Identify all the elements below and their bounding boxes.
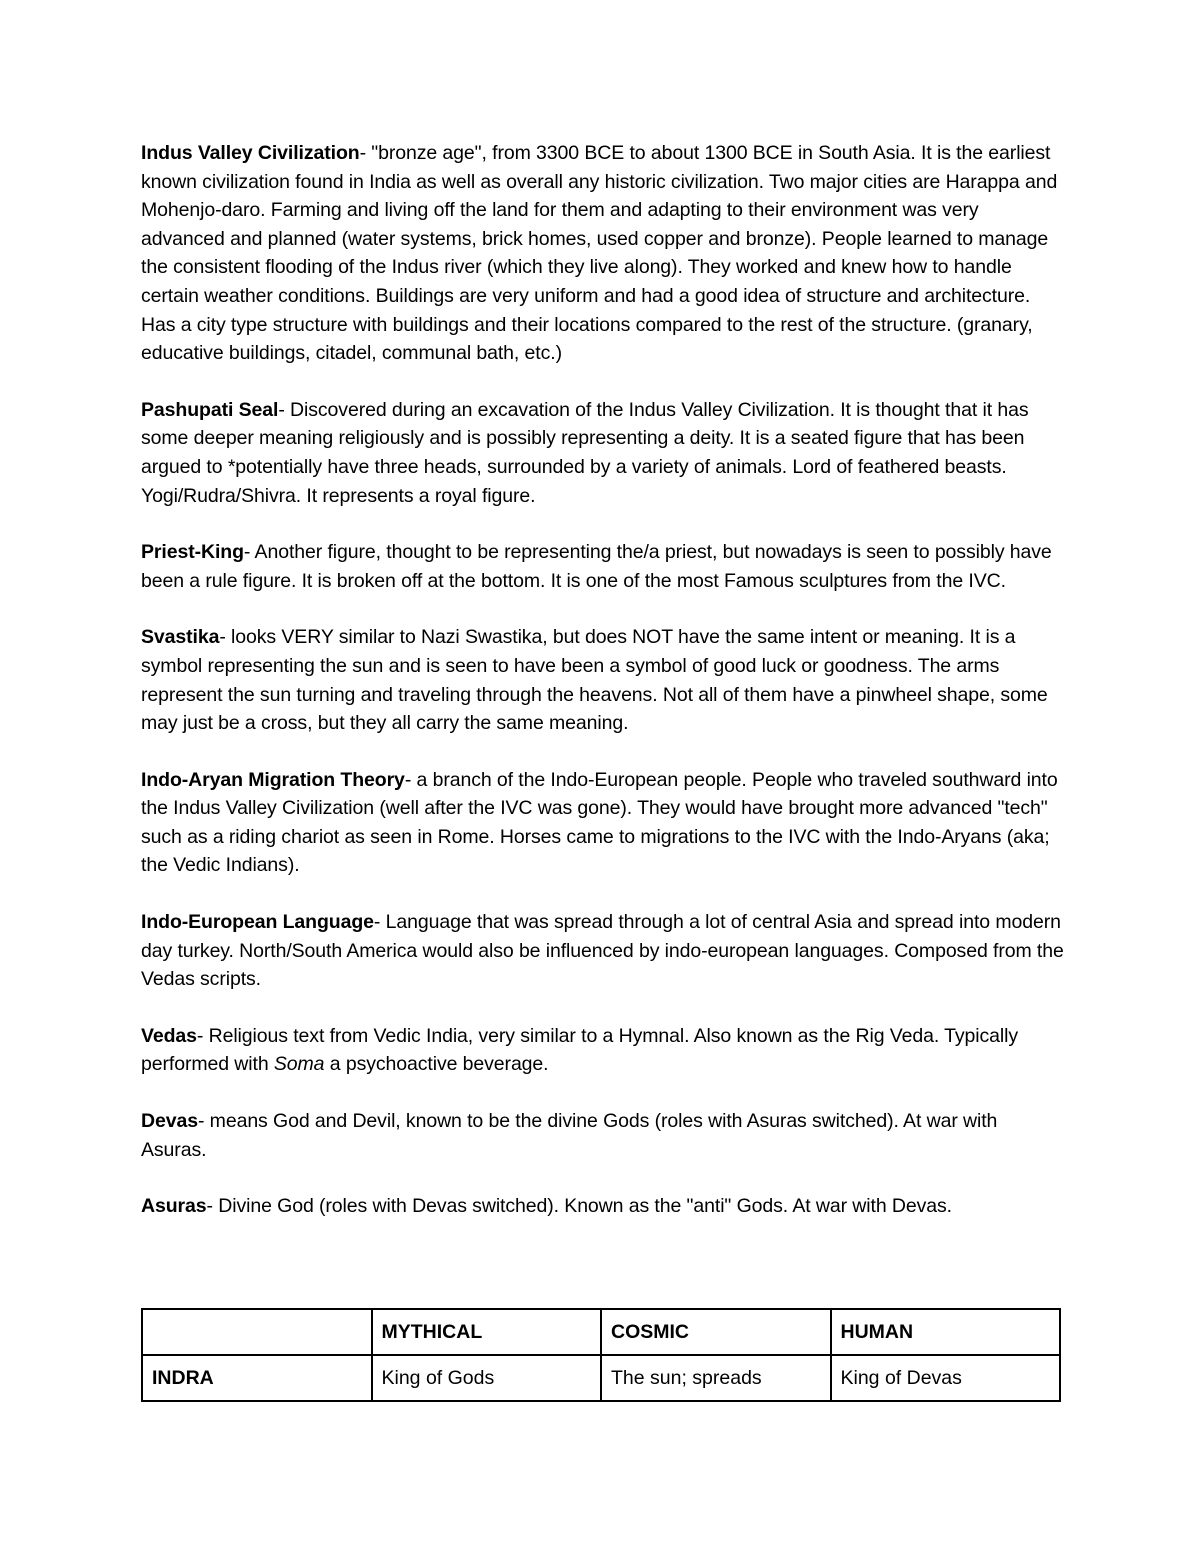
entry-text: - means God and Devil, known to be the divine Gods (roles with Asuras switched). At war with Asuras. xyxy=(141,1110,998,1161)
deity-table xyxy=(141,1308,1061,1402)
entry-text: - Discovered during an excavation of the Indus Valley Civilization. It is thought that it has some deeper meaning religiously and is possibly representing a deity. It is a seated figure that has been argued to *potentially have three heads, surrounded by a variety of animals. Lord of feathered beasts. Yogi/Rudra/Shivra. It represents a royal figure. xyxy=(141,398,1029,507)
entry-text: - Language that was spread through a lot of central Asia and spread into modern day turkey. North/South America would also be influenced by indo-european languages. Composed from the Vedas scripts. xyxy=(141,911,1064,991)
entry-text: - Religious text from Vedic India, very similar to a Hymnal. Also known as the Rig Veda. Typically performed with xyxy=(141,1024,1019,1076)
entry-svastika xyxy=(141,623,1066,737)
entry-term: Indo-European Language xyxy=(141,911,374,934)
entry-text: - a branch of the Indo-European people. People who traveled southward into the Indus Valley Civilization (well after the IVC was gone). They would have brought more advanced "tech" such as a riding chariot as seen in Rome. Horses came to migrations to the IVC with the Indo-Aryans (aka; the Vedic Indians). xyxy=(141,768,1058,877)
entry-term: Vedas xyxy=(141,1024,197,1047)
table-cell: King of Gods xyxy=(372,1355,602,1401)
entry-text: a psychoactive beverage. xyxy=(324,1053,549,1076)
entry-indus-valley-civilization xyxy=(141,139,1066,368)
entry-devas xyxy=(141,1107,1066,1164)
entry-vedas xyxy=(141,1022,1066,1079)
document-body xyxy=(141,139,1066,1249)
table-row xyxy=(142,1355,1060,1401)
entry-text: - looks VERY similar to Nazi Swastika, but does NOT have the same intent or meaning. It is a symbol representing the sun and is seen to have been a symbol of good luck or goodness. The arms represent the sun turning and traveling through the heavens. Not all of them have a pinwheel shape, some may just be a cross, but they all carry the same meaning. xyxy=(141,626,1048,735)
entry-indo-aryan-migration-theory xyxy=(141,766,1066,880)
table-cell: The sun; spreads xyxy=(601,1355,831,1401)
table-header-cell: HUMAN xyxy=(831,1309,1061,1355)
table-cell: King of Devas xyxy=(831,1355,1061,1401)
entry-term: Asuras xyxy=(141,1195,207,1218)
entry-priest-king xyxy=(141,538,1066,595)
table-header-cell: COSMIC xyxy=(601,1309,831,1355)
table-header-cell xyxy=(142,1309,372,1355)
entry-term: Priest-King xyxy=(141,541,244,564)
entry-indo-european-language xyxy=(141,908,1066,994)
entry-text: - Another figure, thought to be representing the/a priest, but nowadays is seen to possibly have been a rule figure. It is broken off at the bottom. It is one of the most Famous sculptures from the IVC. xyxy=(141,541,1052,592)
table-row-name: INDRA xyxy=(142,1355,372,1401)
table-header-cell: MYTHICAL xyxy=(372,1309,602,1355)
table-header-row xyxy=(142,1309,1060,1355)
entry-term: Indo-Aryan Migration Theory xyxy=(141,768,405,791)
entry-italic-term: Soma xyxy=(273,1053,325,1076)
entry-text: - Divine God (roles with Devas switched). Known as the "anti" Gods. At war with Devas. xyxy=(206,1195,952,1218)
entry-text: - "bronze age", from 3300 BCE to about 1300 BCE in South Asia. It is the earliest known civilization found in India as well as overall any historic civilization. Two major cities are Harappa and Mohenjo-daro. Farming and living off the land for them and adapting to their environment was very advanced and planned (water systems, brick homes, used copper and bronze). People learned to manage the consistent flooding of the Indus river (which they live along). They worked and knew how to handle certain weather conditions. Buildings are very uniform and had a good idea of structure and architecture. Has a city type structure with buildings and their locations compared to the rest of the structure. (granary, educative buildings, citadel, communal bath, etc.) xyxy=(141,142,1058,365)
entry-asuras xyxy=(141,1192,1066,1221)
entry-term: Pashupati Seal xyxy=(141,398,279,421)
entry-pashupati-seal xyxy=(141,396,1066,510)
entry-term: Svastika xyxy=(141,626,220,649)
entry-term: Indus Valley Civilization xyxy=(141,142,360,164)
entry-term: Devas xyxy=(141,1110,198,1133)
